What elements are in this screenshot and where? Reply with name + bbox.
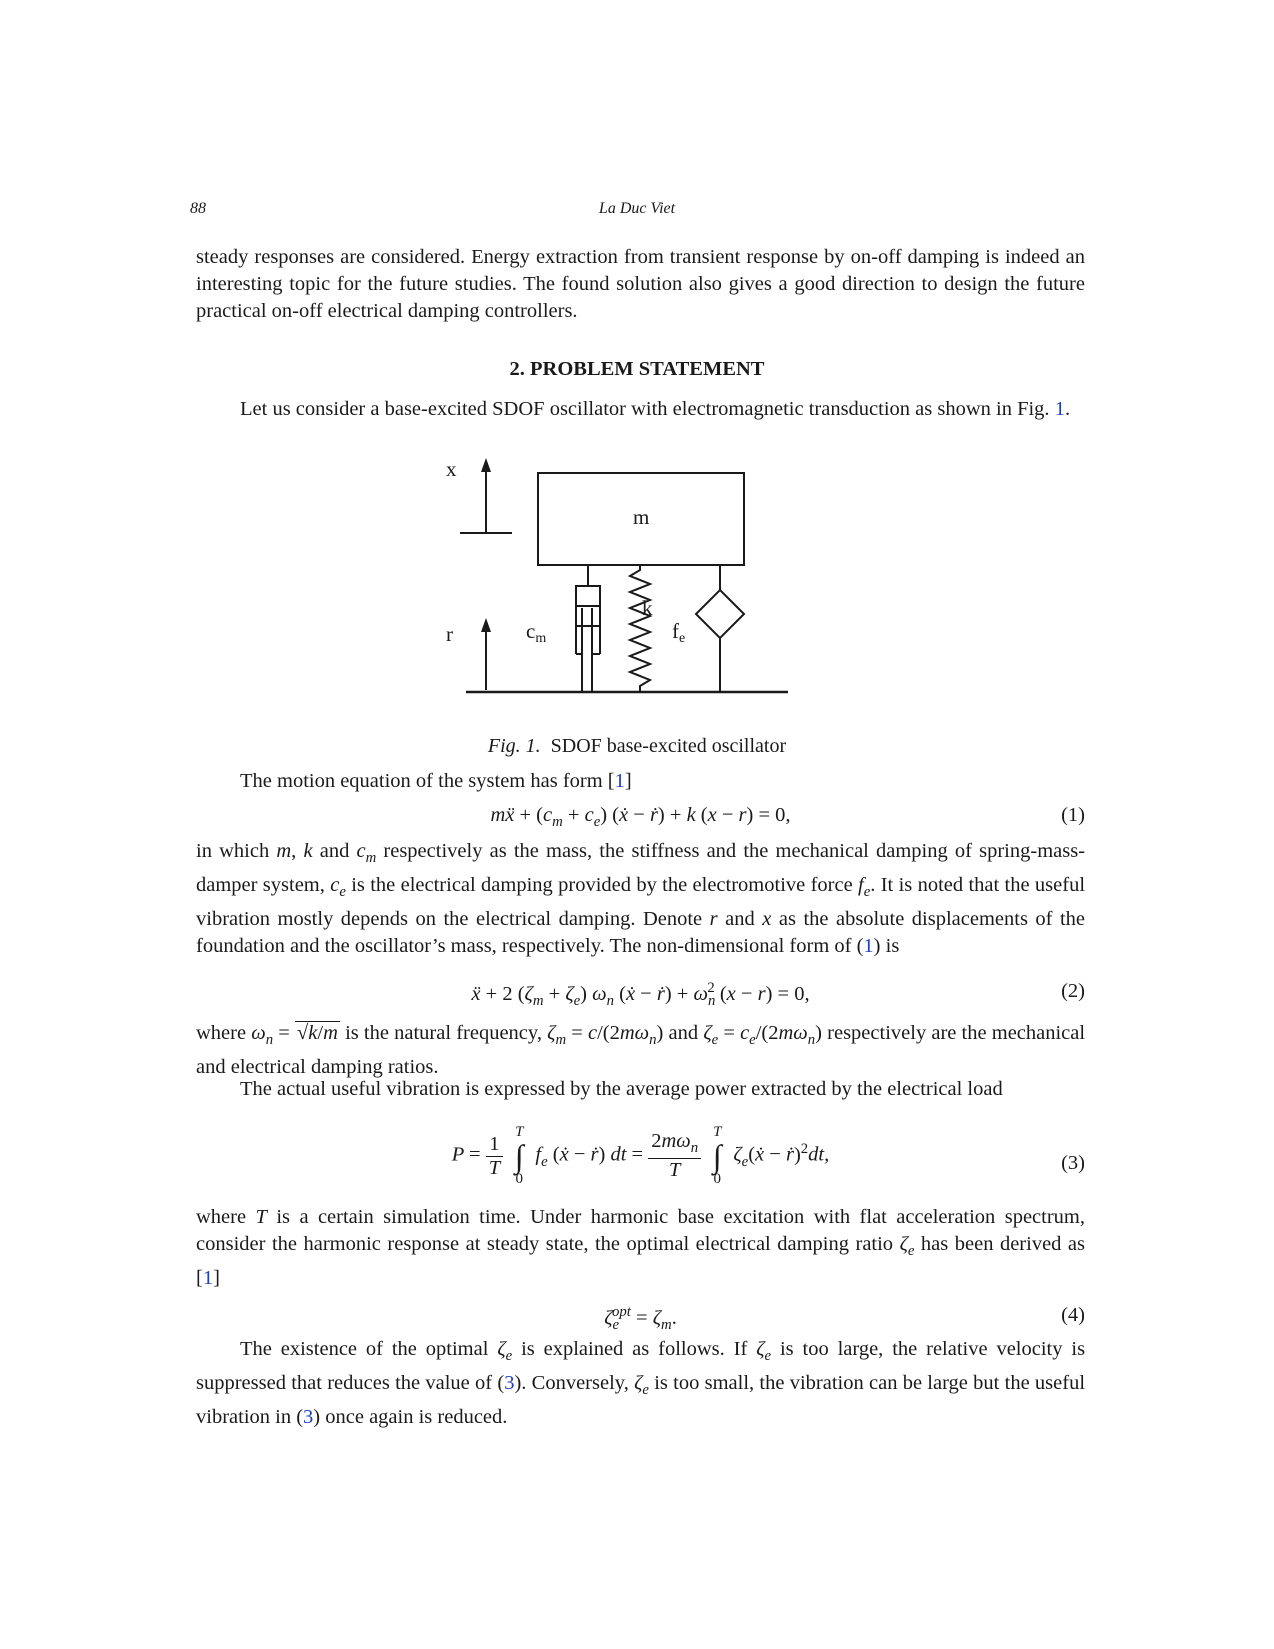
label-x: x [446,458,457,481]
equation-3: P = $\frac{1}{T}$ T ∫ 0 $f_e$ (ẋ − ṙ) dt = $\frac{2m\omega_n}{T}$ T ∫ 0 $\zeta_e(ẋ$ − ṙ)$^2$dt, (3) [451,1124,1085,1187]
electrical-element-fe [696,565,744,692]
equation-ref-link-3b[interactable]: 3 [303,1405,314,1428]
paragraph-where-T: where T is a certain simulation time. Under harmonic base excitation with flat acceleration spectrum, consider the harmonic response at steady state, the optimal electrical damping ratio $\zeta_e$ has been derived as [1] [196,1206,1085,1289]
label-fe: fe [672,619,686,646]
section-heading: 2. PROBLEM STATEMENT [509,358,765,380]
paragraph-in-which: in which m, k and $c_m$ respectively as the mass, the stiffness and the mechanical damping of spring-mass-damper system, $c_e$ is the electrical damping provided by the electromotive force $f_e$. It is noted that the useful vibration mostly depends on the electrical damping. Denote r and x as the absolute displacements of the foundation and the oscillator’s mass, respectively. The non-dimensional form of (1) is [196,840,1086,957]
equation-1: mẍ + $(c_m + c_e)$ (ẋ − ṙ) + k (x − r) = 0, (1) [490,804,1085,831]
label-m: m [633,505,650,529]
paragraph-motion: The motion equation of the system has form [1] [240,770,632,792]
equation-3-number: (3) [1061,1152,1085,1174]
figure-caption: Fig. 1. SDOF base-excited oscillator [487,735,787,757]
equation-4-number: (4) [1061,1304,1085,1326]
label-r: r [446,622,453,646]
figure-sdof-oscillator [440,458,820,698]
citation-link[interactable]: 1 [614,770,625,792]
paragraph-existence: The existence of the optimal $\zeta_e$ is explained as follows. If $\zeta_e$ is too large, the relative velocity is suppressed that reduces the value of (3). Conversely, $\zeta_e$ is too small, the vibration can be large but the useful vibration in (3) once again is reduced. [196,1338,1086,1428]
equation-2: ẍ + 2 $(\zeta_m + \zeta_e)$ $\omega_n$ (ẋ − ṙ) + $\omega_n^2$ (x − r) = 0, (2) [471,980,1085,1009]
paragraph-consider: Let us consider a base-excited SDOF oscillator with electromagnetic transduction as shown in Fig. 1. [240,398,1071,420]
page-number: 88 [190,200,206,217]
figure-ref-link[interactable]: 1 [1054,398,1065,420]
running-header-author: La Duc Viet [598,200,676,217]
equation-ref-link-1[interactable]: 1 [863,934,874,957]
equation-2-number: (2) [1061,980,1085,1002]
citation-link-2[interactable]: 1 [202,1266,214,1289]
paragraph-power: The actual useful vibration is expressed by the average power extracted by the electrical load [240,1078,1003,1100]
label-k: k [642,596,653,620]
damper-cm [576,565,600,692]
equation-4: $\zeta_e^{opt} = \zeta_m$. (4) [604,1304,1085,1333]
x-arrow-head [481,458,491,472]
equation-1-number: (1) [1061,804,1085,826]
equation-ref-link-3a[interactable]: 3 [504,1371,515,1394]
label-cm: cm [526,619,547,646]
paragraph-where-omega: where $\omega_n = √k/m$ is the natural frequency, $\zeta_m = c/(2m\omega_n)$ and $\zeta_e = c_e/(2m\omega_n)$ respectively are the mechanical and electrical damping ratios. [196,1022,1086,1078]
r-arrow-head [481,618,491,632]
paragraph-intro: steady responses are considered. Energy extraction from transient response by on-off damping is indeed an interesting topic for the future studies. The found solution also gives a good direction to design the future practical on-off electrical damping controllers. [196,246,1085,322]
spring-k [630,565,650,692]
